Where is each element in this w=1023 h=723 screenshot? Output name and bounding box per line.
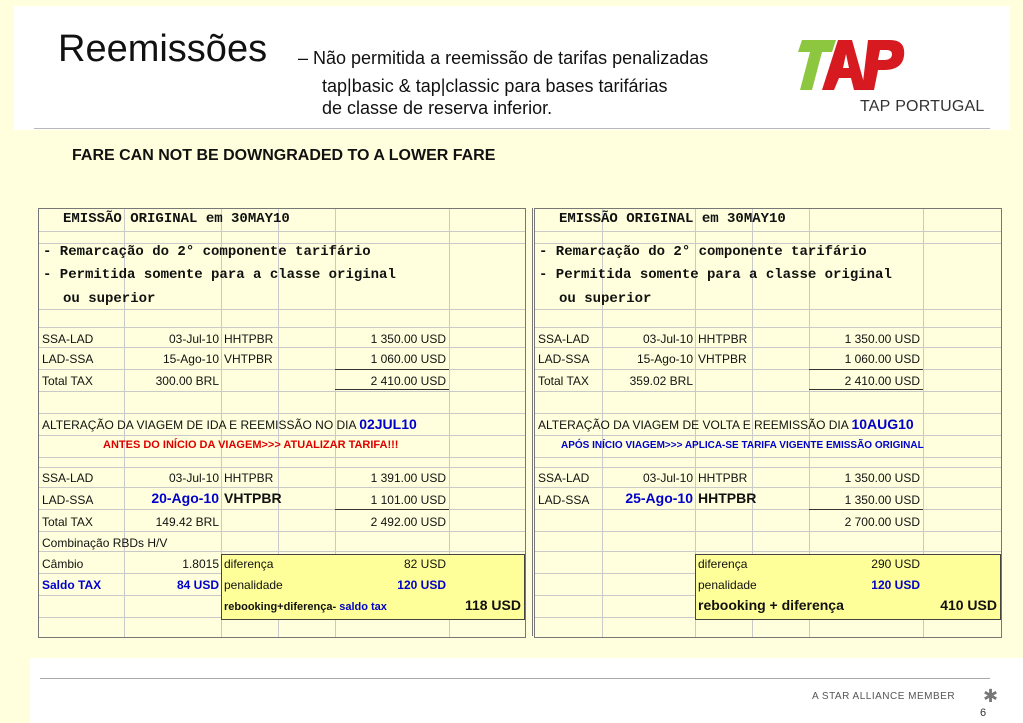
left-fare-table [38, 208, 526, 638]
left-orig-amount-1: 1 350.00 USD [370, 332, 446, 346]
subtitle-line-2: tap|basic & tap|classic para bases tarifárias [322, 76, 668, 96]
left-permitida: - Permitida somente para a classe original [43, 267, 396, 283]
left-penalidade-label: penalidade [224, 578, 283, 592]
right-diferenca-label: diferença [698, 557, 748, 571]
left-rebook-label: rebooking+diferença- saldo tax [224, 601, 387, 613]
right-orig-amount-2: 1 060.00 USD [844, 352, 920, 366]
left-new-date-2: 20-Ago-10 [151, 490, 219, 506]
right-total-value: 410 USD [940, 597, 997, 613]
right-new-fare-2: HHTPBR [698, 490, 757, 506]
page-number: 6 [980, 707, 987, 719]
right-new-date-2: 25-Ago-10 [625, 490, 693, 506]
left-total-value: 118 USD [464, 597, 521, 613]
left-penalidade-value: 120 USD [397, 578, 446, 592]
left-cambio-label: Câmbio [42, 557, 84, 571]
left-new-amount-3: 2 492.00 USD [370, 515, 446, 529]
right-new-amount-2: 1 350.00 USD [844, 493, 920, 507]
left-new-date-1: 03-Jul-10 [168, 471, 219, 485]
left-orig-route-1: SSA-LAD [42, 332, 94, 346]
left-orig-route-2: LAD-SSA [42, 352, 94, 366]
header-divider [34, 128, 990, 129]
section-heading: FARE CAN NOT BE DOWNGRADED TO A LOWER FARE [72, 147, 496, 164]
left-new-date-3: 149.42 BRL [155, 515, 219, 529]
right-orig-fare-2: VHTPBR [698, 352, 747, 366]
left-orig-amount-3: 2 410.00 USD [370, 374, 446, 388]
right-orig-date-3: 359.02 BRL [629, 374, 693, 388]
table-separator [525, 208, 533, 636]
right-emissao: EMISSÃO ORIGINAL em 30MAY10 [559, 211, 786, 227]
right-alteracao: ALTERAÇÃO DA VIAGEM DE VOLTA E REEMISSÃO DIA 10AUG10 [538, 416, 914, 432]
footer-divider [40, 678, 990, 679]
right-alteracao-note: APÓS INÍCIO VIAGEM>>> APLICA-SE TARIFA VIGENTE EMISSÃO ORIGINAL [561, 440, 924, 451]
left-orig-fare-2: VHTPBR [224, 352, 273, 366]
left-saldo-value: 84 USD [176, 578, 219, 592]
left-new-route-2: LAD-SSA [42, 493, 94, 507]
right-permitida: - Permitida somente para a classe original [539, 267, 892, 283]
left-emissao: EMISSÃO ORIGINAL em 30MAY10 [63, 211, 290, 227]
left-remarcacao: - Remarcação do 2° componente tarifário [43, 244, 371, 260]
left-alteracao: ALTERAÇÃO DA VIAGEM DE IDA E REEMISSÃO NO DIA 02JUL10 [42, 416, 417, 432]
subtitle-line-1: – Não permitida a reemissão de tarifas penalizadas [298, 48, 709, 68]
left-alteracao-note: ANTES DO INÍCIO DA VIAGEM>>> ATUALIZAR TARIFA!!! [103, 439, 399, 451]
left-orig-route-3: Total TAX [42, 374, 93, 388]
left-orig-amount-2: 1 060.00 USD [370, 352, 446, 366]
left-cambio-value: 1.8015 [182, 557, 219, 571]
left-new-route-1: SSA-LAD [42, 471, 94, 485]
left-saldo-label: Saldo TAX [42, 578, 102, 592]
right-orig-route-3: Total TAX [538, 374, 589, 388]
right-orig-route-1: SSA-LAD [538, 332, 590, 346]
right-rebook-label: rebooking + diferença [698, 597, 844, 613]
left-new-route-3: Total TAX [42, 515, 93, 529]
star-alliance-label: A STAR ALLIANCE MEMBER [812, 691, 956, 702]
right-orig-fare-1: HHTPBR [698, 332, 748, 346]
left-orig-date-1: 03-Jul-10 [168, 332, 219, 346]
star-alliance-icon: ✱ [983, 686, 999, 706]
right-diferenca-value: 290 USD [871, 557, 920, 571]
right-ou-superior: ou superior [559, 291, 652, 307]
left-new-fare-1: HHTPBR [224, 471, 274, 485]
right-fare-table [534, 208, 1002, 638]
left-orig-date-2: 15-Ago-10 [162, 352, 219, 366]
right-penalidade-label: penalidade [698, 578, 757, 592]
left-new-amount-2: 1 101.00 USD [370, 493, 446, 507]
right-new-fare-1: HHTPBR [698, 471, 748, 485]
right-new-amount-1: 1 350.00 USD [844, 471, 920, 485]
left-orig-date-3: 300.00 BRL [155, 374, 219, 388]
left-new-amount-1: 1 391.00 USD [370, 471, 446, 485]
right-new-route-1: SSA-LAD [538, 471, 590, 485]
left-diferenca-label: diferença [224, 557, 274, 571]
left-orig-fare-1: HHTPBR [224, 332, 274, 346]
right-new-date-1: 03-Jul-10 [642, 471, 693, 485]
subtitle-line-3: de classe de reserva inferior. [322, 98, 553, 118]
right-penalidade-value: 120 USD [871, 578, 920, 592]
logo-wordmark: TAP PORTUGAL [860, 98, 985, 115]
tap-logo [798, 34, 908, 94]
page-title: Reemissões [58, 28, 268, 70]
right-new-route-2: LAD-SSA [538, 493, 590, 507]
left-combinacao: Combinação RBDs H/V [42, 536, 168, 550]
left-diferenca-value: 82 USD [403, 557, 446, 571]
right-orig-amount-1: 1 350.00 USD [844, 332, 920, 346]
left-new-fare-2: VHTPBR [224, 490, 282, 506]
right-orig-route-2: LAD-SSA [538, 352, 590, 366]
right-orig-date-2: 15-Ago-10 [636, 352, 693, 366]
right-new-amount-3: 2 700.00 USD [844, 515, 920, 529]
right-orig-date-1: 03-Jul-10 [642, 332, 693, 346]
right-remarcacao: - Remarcação do 2° componente tarifário [539, 244, 867, 260]
right-orig-amount-3: 2 410.00 USD [844, 374, 920, 388]
left-ou-superior: ou superior [63, 291, 156, 307]
